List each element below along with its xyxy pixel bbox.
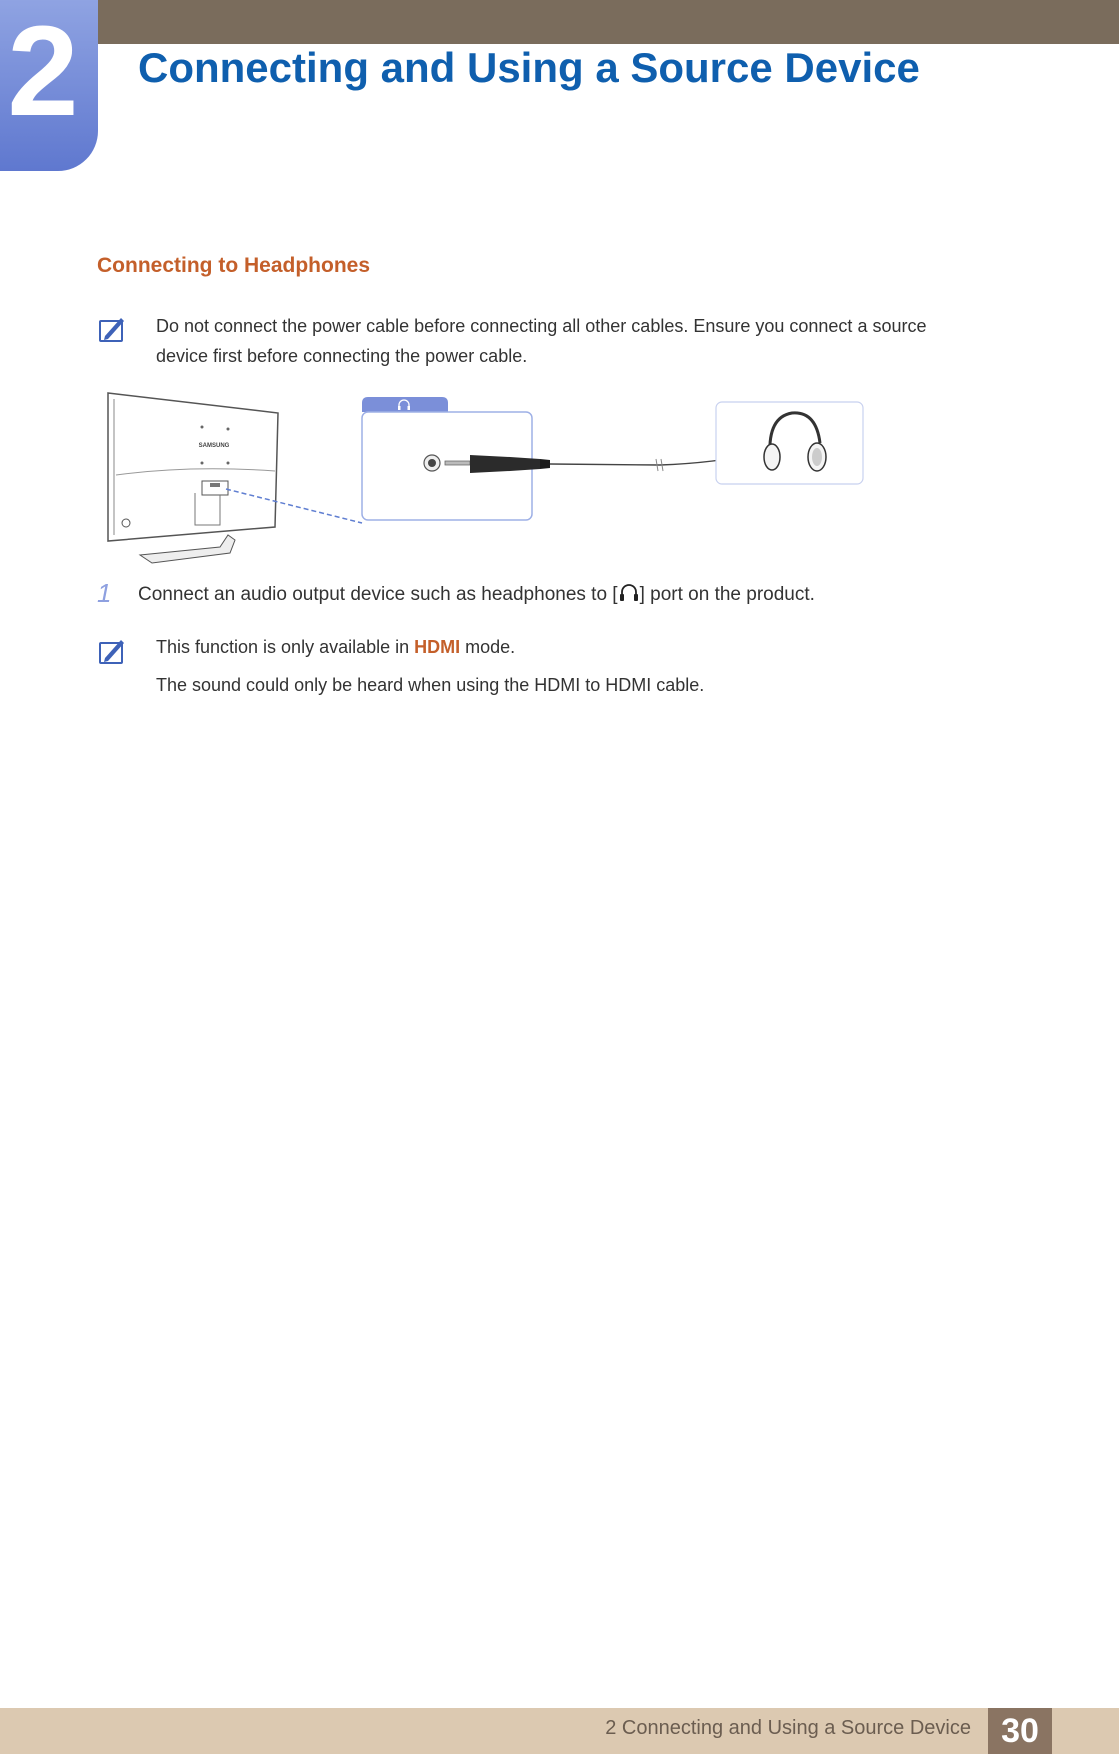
monitor-rear-illustration [108, 393, 278, 563]
note-line: Do not connect the power cable before connecting all other cables. Ensure you connect a source [156, 316, 927, 336]
headphone-port-icon [618, 582, 640, 604]
brand-label: SAMSUNG [198, 443, 230, 449]
note-line: device first before connecting the power cable. [156, 346, 528, 366]
chapter-tab [0, 0, 98, 171]
headphone-port-callout [362, 397, 550, 520]
note-text-part: mode. [460, 637, 516, 657]
footer-text: 2 Connecting and Using a Source Device [605, 1717, 971, 1739]
page-number: 30 [988, 1708, 1052, 1754]
step-text-part: ] port on the product. [639, 584, 815, 605]
note-text-1 [156, 311, 926, 371]
note-line: The sound could only be heard when using the HDMI to HDMI cable. [156, 675, 705, 695]
note-line [156, 632, 515, 662]
hdmi-highlight: HDMI [414, 637, 461, 657]
chapter-title: Connecting and Using a Source Device [138, 44, 920, 91]
note-text-2 [156, 632, 515, 662]
chapter-number: 2 [7, 0, 79, 143]
note-icon [97, 314, 129, 346]
headphone-connection-diagram [100, 385, 880, 570]
top-bar [0, 0, 1119, 44]
step-1-text [138, 580, 815, 610]
step-text-part: Connect an audio output device such as headphones to [ [138, 584, 618, 605]
step-number: 1 [97, 578, 112, 608]
headphones-device [716, 402, 863, 484]
note-icon [97, 636, 129, 668]
note-text-part: This function is only available in [156, 637, 415, 657]
section-title: Connecting to Headphones [97, 254, 370, 277]
